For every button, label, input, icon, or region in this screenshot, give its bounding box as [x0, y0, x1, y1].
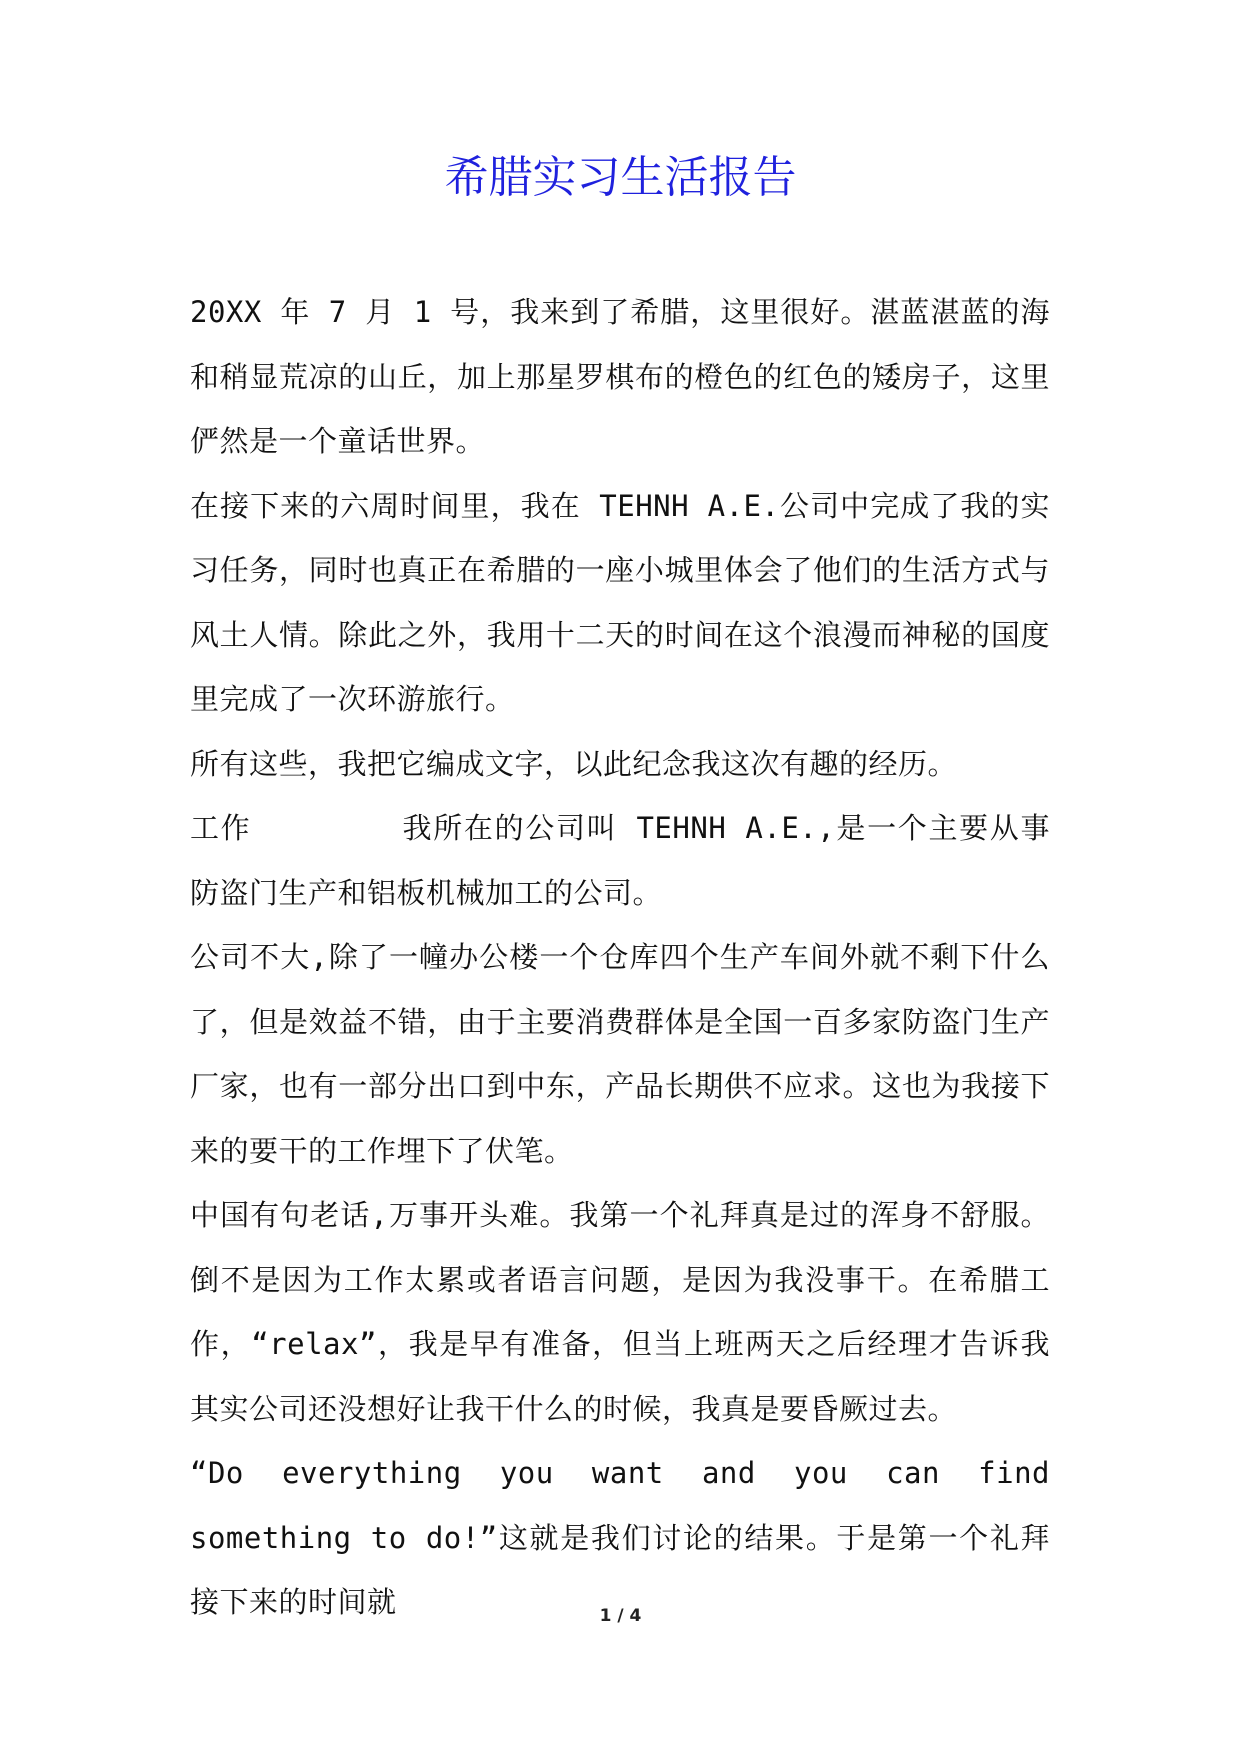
paragraph-company-size: 公司不大,除了一幢办公楼一个仓库四个生产车间外就不剩下什么了，但是效益不错，由于主要消费群体是全国一百多家防盗门生产厂家，也有一部分出口到中东，产品长期供不应求。这也为我接下来的要干的工作埋下了伏笔。 — [190, 940, 1050, 1168]
document-title: 希腊实习生活报告 — [444, 152, 797, 203]
paragraph-memorial: 所有这些，我把它编成文字，以此纪念我这次有趣的经历。 — [190, 746, 958, 781]
paragraph-arrival: 20XX 年 7 月 1 号，我来到了希腊，这里很好。湛蓝湛蓝的海和稍显荒凉的山丘，加上那星罗棋布的橙色的红色的矮房子，这里俨然是一个童话世界。 — [190, 295, 1050, 458]
paragraph-company: 我所在的公司叫 TEHNH A.E.,是一个主要从事防盗门生产和铝板机械加工的公司。 — [190, 811, 1050, 910]
paragraph-work-intro — [190, 796, 1050, 925]
document-body — [190, 280, 1050, 1635]
paragraph-discussion: “Do everything you want and you can find something to do!”这就是我们讨论的结果。于是第一个礼拜接下来的时间就 — [190, 1456, 1050, 1619]
page-number: 1 / 4 — [599, 1606, 642, 1626]
paragraph-internship: 在接下来的六周时间里，我在 TEHNH A.E.公司中完成了我的实习任务，同时也真正在希腊的一座小城里体会了他们的生活方式与风土人情。除此之外，我用十二天的时间在这个浪漫而神秘的国度里完成了一次环游旅行。 — [190, 488, 1050, 716]
paragraph-first-week: 中国有句老话,万事开头难。我第一个礼拜真是过的浑身不舒服。倒不是因为工作太累或者语言问题，是因为我没事干。在希腊工作，“relax”，我是早有准备，但当上班两天之后经理才告诉我其实公司还没想好让我干什么的时候，我真是要昏厥过去。 — [190, 1198, 1050, 1426]
section-label-work: 工作 — [190, 811, 252, 845]
